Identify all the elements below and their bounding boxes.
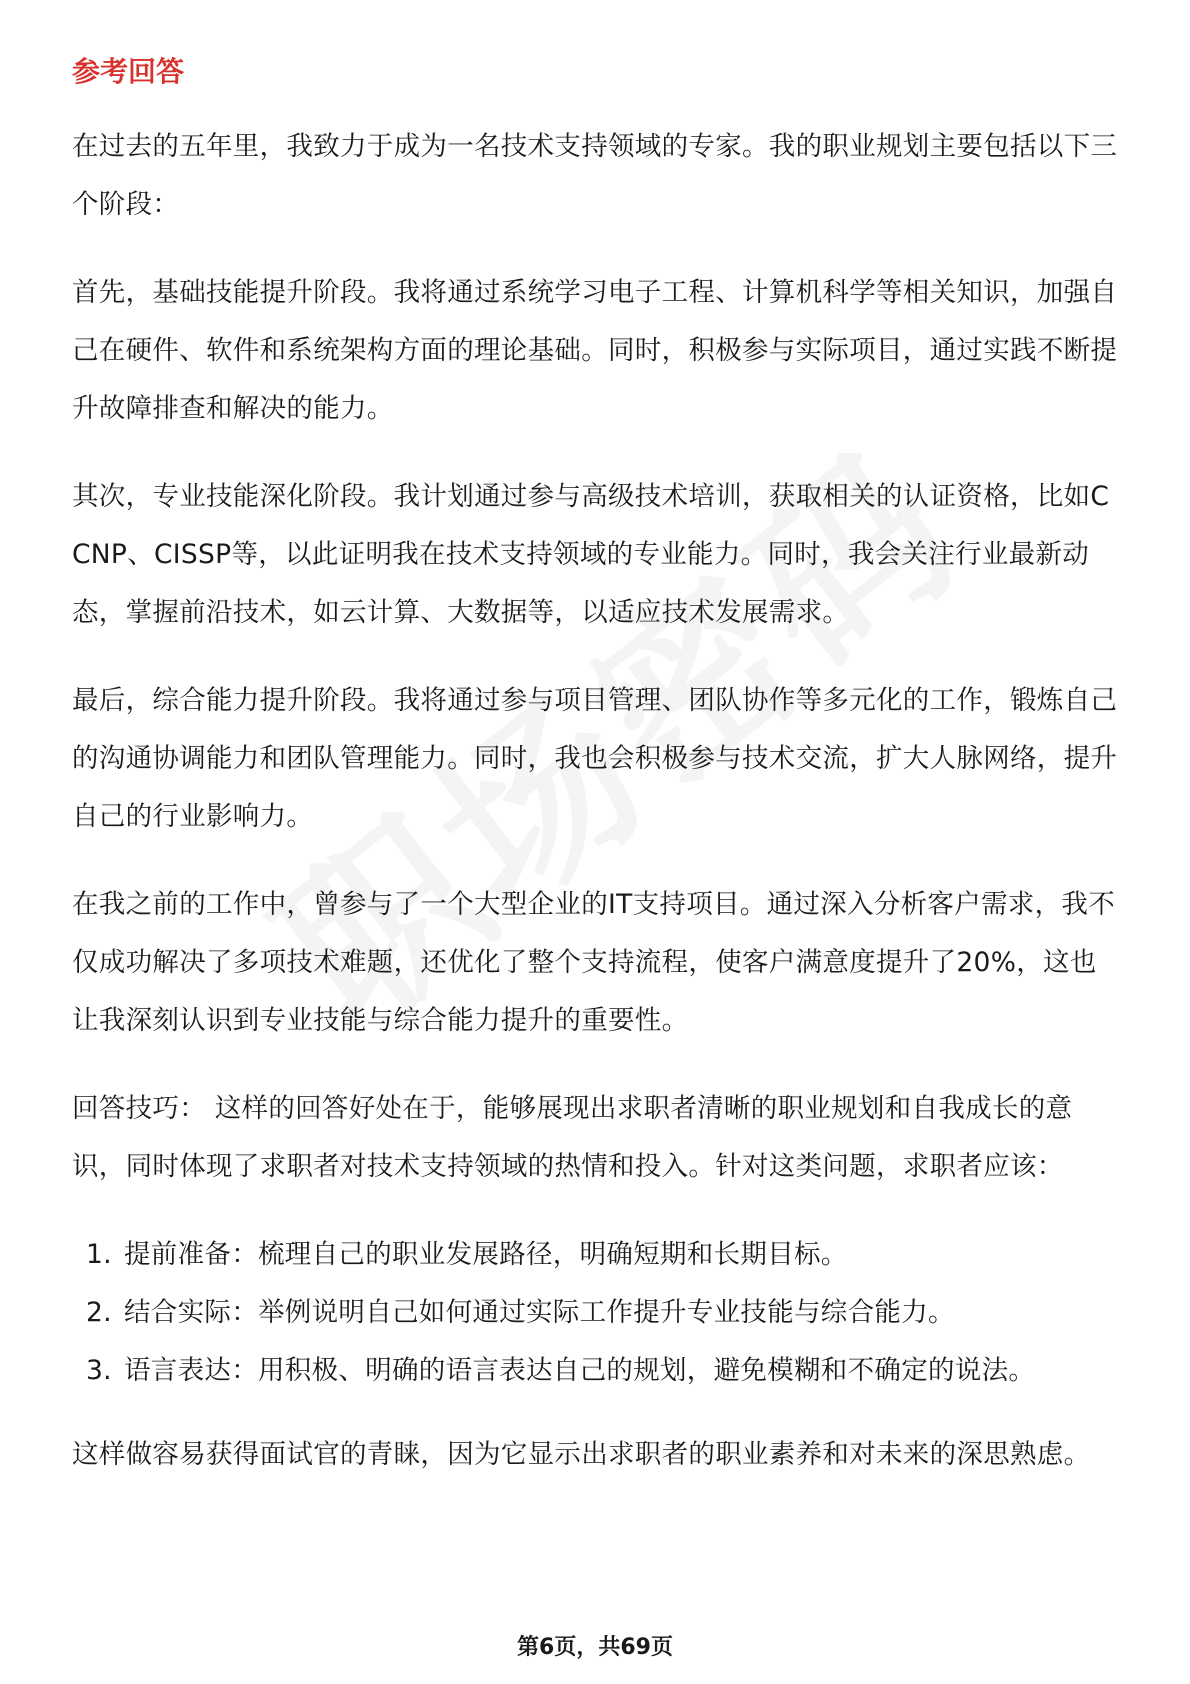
paragraph-intro: 在过去的五年里，我致力于成为一名技术支持领域的专家。我的职业规划主要包括以下三个阶段： [72,131,1118,220]
list-text: 语言表达：用积极、明确的语言表达自己的规划，避免模糊和不确定的说法。 [124,1355,1036,1386]
paragraph-stage-2: 其次，专业技能深化阶段。我计划通过参与高级技术培训，获取相关的认证资格，比如CCNP、CISSP等，以此证明我在技术支持领域的专业能力。同时，我会关注行业最新动态，掌握前沿技术，如云计算、大数据等，以适应技术发展需求。 [72,481,1110,628]
list-number: 1. [86,1239,112,1270]
list-text: 结合实际：举例说明自己如何通过实际工作提升专业技能与综合能力。 [124,1297,955,1328]
section-heading: 参考回答 [72,55,185,88]
paragraph-example: 在我之前的工作中，曾参与了一个大型企业的IT支持项目。通过深入分析客户需求，我不仅成功解决了多项技术难题，还优化了整个支持流程，使客户满意度提升了20%，这也让我深刻认识到专业技能与综合能力提升的重要性。 [72,889,1116,1036]
paragraph-stage-1: 首先，基础技能提升阶段。我将通过系统学习电子工程、计算机科学等相关知识，加强自己在硬件、软件和系统架构方面的理论基础。同时，积极参与实际项目，通过实践不断提升故障排查和解决的能力。 [72,277,1118,424]
list-text: 提前准备：梳理自己的职业发展路径，明确短期和长期目标。 [124,1239,848,1270]
tips-list [72,1226,1122,1400]
list-item [72,1226,1122,1284]
document-body [72,48,1122,1514]
list-number: 2. [86,1297,112,1328]
list-number: 3. [86,1355,112,1386]
list-item [72,1284,1122,1342]
paragraph-stage-3: 最后，综合能力提升阶段。我将通过参与项目管理、团队协作等多元化的工作，锻炼自己的沟通协调能力和团队管理能力。同时，我也会积极参与技术交流，扩大人脉网络，提升自己的行业影响力。 [72,685,1118,832]
page-number: 第6页，共69页 [517,1635,673,1660]
paragraph-tips-intro: 回答技巧： 这样的回答好处在于，能够展现出求职者清晰的职业规划和自我成长的意识，同时体现了求职者对技术支持领域的热情和投入。针对这类问题，求职者应该： [72,1093,1073,1182]
list-item [72,1342,1122,1400]
paragraph-closing: 这样做容易获得面试官的青睐，因为它显示出求职者的职业素养和对未来的深思熟虑。 [72,1439,1091,1470]
